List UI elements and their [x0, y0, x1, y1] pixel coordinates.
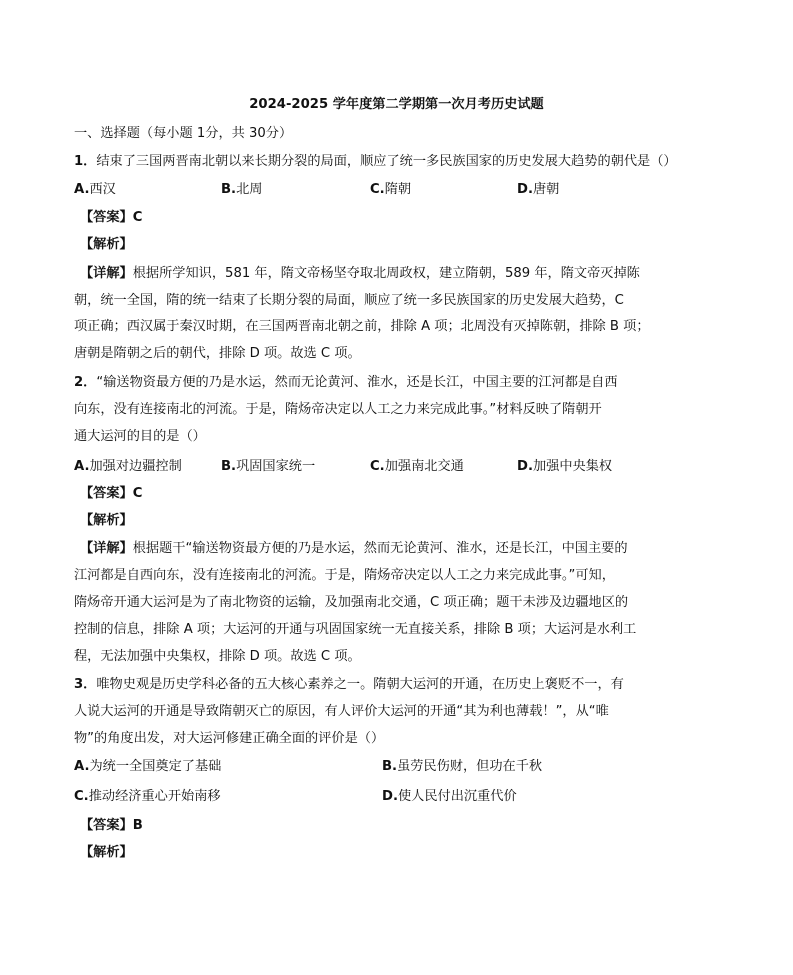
detail-line: 江河都是自西向东，没有连接南北的河流。于是，隋炀帝决定以人工之力来完成此事。”可知，	[74, 568, 615, 583]
stem-line: 物”的角度出发，对大运河修建正确全面的评价是（）	[74, 731, 385, 746]
analysis-label: 【解析】	[80, 845, 133, 860]
section-heading: 一、选择题（每小题 1分，共 30分）	[74, 126, 293, 141]
answer-line: 【答案】B	[80, 818, 143, 833]
stem-line: 通大运河的目的是（）	[74, 429, 206, 444]
answer-value: B	[132, 818, 143, 833]
option-b: B.虽劳民伤财，但功在千秋	[382, 759, 543, 774]
option-a: A.西汉	[74, 182, 116, 197]
question-number: 3．	[74, 677, 97, 692]
detail-line: 【详解】根据所学知识，581 年，隋文帝杨坚夺取北周政权，建立隋朝，589 年，隋文帝灭掉陈	[80, 266, 640, 281]
option-c: C.隋朝	[370, 182, 412, 197]
exam-title: 2024-2025 学年度第二学期第一次月考历史试题	[249, 97, 544, 112]
detail-line: 控制的信息，排除 A 项；大运河的开通与巩固国家统一无直接关系，排除 B 项；大运河是水利工	[74, 622, 637, 637]
option-c: C.加强南北交通	[370, 459, 464, 474]
option-a: A.加强对边疆控制	[74, 459, 182, 474]
detail-line: 项正确；西汉属于秦汉时期，在三国两晋南北朝之前，排除 A 项；北周没有灭掉陈朝，排除 B 项；	[74, 319, 650, 334]
detail-line: 朝，统一全国，隋的统一结束了长期分裂的局面，顺应了统一多民族国家的历史发展大趋势，C	[74, 293, 624, 308]
answer-line: 【答案】C	[80, 210, 143, 225]
question-number: 2．	[74, 375, 97, 390]
answer-value: C	[132, 486, 143, 501]
stem-text: 结束了三国两晋南北朝以来长期分裂的局面，顺应了统一多民族国家的历史发展大趋势的朝代是（）	[96, 154, 677, 169]
option-d: D.唐朝	[517, 182, 560, 197]
question-2-stem-line: 2．“输送物资最方便的乃是水运，然而无论黄河、淮水，还是长江，中国主要的江河都是自西	[74, 375, 618, 390]
stem-line: 人说大运河的开通是导致隋朝灭亡的原因，有人评价大运河的开通“其为利也薄载！”，从“唯	[74, 704, 609, 719]
detail-line: 隋炀帝开通大运河是为了南北物资的运输，及加强南北交通，C 项正确；题干未涉及边疆地区的	[74, 595, 629, 610]
detail-line: 【详解】根据题干“输送物资最方便的乃是水运，然而无论黄河、淮水，还是长江，中国主要的	[80, 541, 628, 556]
answer-value: C	[132, 210, 143, 225]
stem-line: 向东，没有连接南北的河流。于是，隋炀帝决定以人工之力来完成此事。”材料反映了隋朝开	[74, 402, 602, 417]
option-c: C.推动经济重心开始南移	[74, 789, 221, 804]
detail-line: 程，无法加强中央集权，排除 D 项。故选 C 项。	[74, 649, 361, 664]
question-3-stem-line: 3．唯物史观是历史学科必备的五大核心素养之一。隋朝大运河的开通，在历史上褒贬不一，有	[74, 677, 624, 692]
option-b: B.北周	[221, 182, 263, 197]
option-a: A.为统一全国奠定了基础	[74, 759, 222, 774]
answer-line: 【答案】C	[80, 486, 143, 501]
option-d: D.使人民付出沉重代价	[382, 789, 517, 804]
analysis-label: 【解析】	[80, 513, 133, 528]
question-1-stem-line	[74, 153, 677, 171]
question-number: 1．	[74, 154, 97, 169]
option-d: D.加强中央集权	[517, 459, 613, 474]
detail-line: 唐朝是隋朝之后的朝代，排除 D 项。故选 C 项。	[74, 346, 361, 361]
analysis-label: 【解析】	[80, 237, 133, 252]
option-b: B.巩固国家统一	[221, 459, 316, 474]
